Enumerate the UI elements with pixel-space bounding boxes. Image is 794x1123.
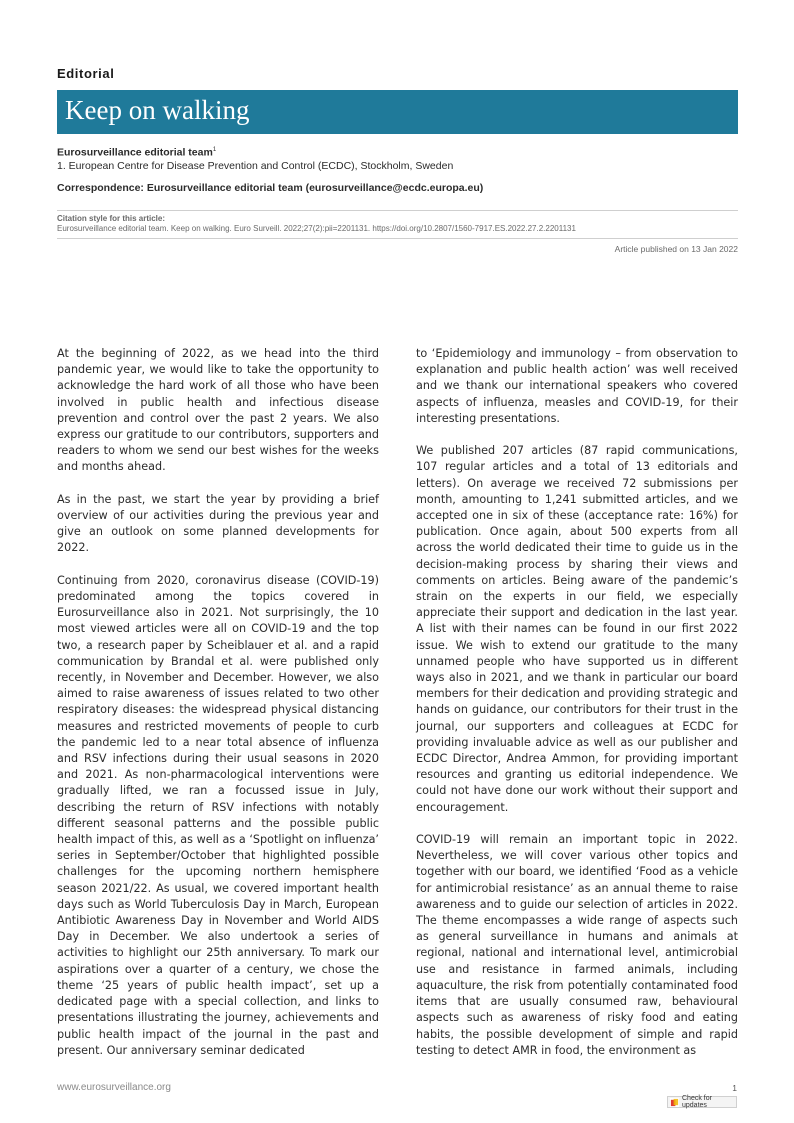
body-paragraph: As in the past, we start the year by providing a brief overview of our activities during the previous year and give an outlook on some planned developments for 2022. [57,492,379,555]
correspondence[interactable]: Correspondence: Eurosurveillance editorial team (eurosurveillance@ecdc.europa.eu) [57,181,484,194]
body-paragraph: Continuing from 2020, coronavirus disease (COVID-19) predominated among the topics covered in Eurosurveillance also in 2021. Not surprisingly, the 10 most viewed articles were all on COVID-19 and the top two, a research paper by Scheiblauer et al. and a rapid communication by Brandal et al. were published only recently, in November and December. However, we also aimed to raise awareness of issues related to two other respiratory diseases: the widespread physical distancing measures and restricted movements of people to curb the pandemic led to a near total absence of influenza and RSV infections during their usual seasons in 2020 and 2021. As non-pharmacological interventions were gradually lifted, we ran a focussed issue in July, describing the return of RSV infections with notably different seasonal patterns and the possible public health impact of this, as well as a ‘Spotlight on influenza’ series in September/October that highlighted possible challenges for the upcoming northern hemisphere season 2021/22. As usual, we covered important health days such as World Tuberculosis Day in March, European Antibiotic Awareness Day in November and World AIDS Day in December. We also undertook a series of activities to highlight our 25th anniversary. To mark our aspirations over a quarter of a century, we chose the theme ‘25 years of public health impact’, set up a dedicated page with a special collection, and links to presentations illustrating the journey, achievements and public health impact of the journal in the past and present. Our anniversary seminar dedicated [57,573,379,1057]
body-paragraph: COVID-19 will remain an important topic in 2022. Nevertheless, we will cover various other topics and together with our board, we identified ‘Food as a vehicle for antimicrobial resistance’ as an annual theme to raise awareness and to guide our selection of articles in 2022. The theme encompasses a wide range of aspects such as general surveillance in humans and animals at regional, national and international level, antimicrobial use and resistance in farmed animals, including aquaculture, the risk from potentially contaminated food items that are usually consumed raw, behavioural aspects such as awareness of risky food and eating habits, the possible development of simple and rapid testing to detect AMR in food, the environment as [416,833,738,1057]
divider-bottom [57,238,738,239]
divider-top [57,210,738,211]
body-paragraph: We published 207 articles (87 rapid communications, 107 regular articles and a total of 13 editorials and letters). On average we received 72 submissions per month, amounting to 1,241 submitted articles, and we accepted one in six of these (acceptance rate: 16%) for publication. Once again, about 500 experts from all across the world dedicated their time to guide us in the decision-making process by sharing their views and comments on articles. Being aware of the pandemic’s strain on the experts in our field, we especially appreciate their support and dedication in the last year. A list with their names can be found in our first 2022 issue. We wish to extend our gratitude to the many unnamed people who have supported us in different ways also in 2021, and we thank in particular our board members for their dedication and providing strategic and hands on guidance, our contributors for their trust in the journal, our supporters and colleagues at ECDC for providing invaluable advice as well as our publisher and ECDC Director, Andrea Ammon, for providing important resources and granting us editorial independence. We could not have done our work without their support and encouragement. [416,444,738,814]
body-paragraph: At the beginning of 2022, as we head into the third pandemic year, we would like to take the opportunity to acknowledge the hard work of all those who have been involved in public health and infectious disease prevention and control over the past 2 years. We also express our gratitude to our contributors, supporters and readers to whom we send our best wishes for the weeks and months ahead. [57,347,379,474]
section-label: Editorial [57,66,115,81]
affiliation-marker: 1 [212,147,217,153]
published-date: Article published on 13 Jan 2022 [614,244,738,254]
body-column-right [416,346,738,1057]
title-banner [57,90,738,134]
footer-url[interactable]: www.eurosurveillance.org [57,1082,171,1093]
body-paragraph: to ‘Epidemiology and immunology – from observation to explanation and public health action’ was well received and we thank our international speakers who covered aspects of influenza, measles and COVID-19, for their interesting presentations. [416,347,738,425]
article-title: Keep on walking [65,95,250,125]
citation-block [57,214,738,234]
author-line [57,144,738,160]
page-number: 1 [732,1083,737,1093]
check-for-updates-button[interactable] [667,1096,737,1108]
citation-label: Citation style for this article: [57,214,166,223]
citation-text[interactable]: Eurosurveillance editorial team. Keep on walking. Euro Surveill. 2022;27(2):pii=2201131. https://doi.org/10.2807/1560-7917.ES.2022.27.2.2201131 [57,224,576,233]
check-for-updates-icon [670,1098,679,1107]
author-names: Eurosurveillance editorial team [57,146,213,159]
check-for-updates-label: Check for updates [682,1095,712,1109]
body-column-left [57,346,379,1057]
author-block [57,144,738,195]
affiliation: 1. European Centre for Disease Prevention and Control (ECDC), Stockholm, Sweden [57,159,454,172]
